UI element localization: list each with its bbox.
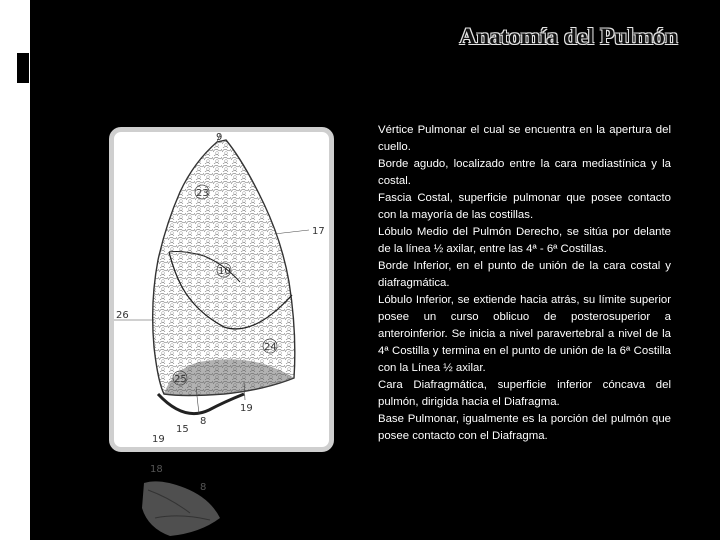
paragraph-lobulo-medio: Lóbulo Medio del Pulmón Derecho, se sitúa por delante de la línea ½ axilar, entre las 4ª - 6ª Costillas. [378,226,671,255]
lung-description-text [378,122,671,445]
left-accent-marker [17,53,29,83]
diaphragm-edge [158,394,244,414]
paragraph-borde-agudo: Borde agudo, localizado entre la cara mediastínica y la costal. [378,158,671,187]
paragraph-vertice: Vértice Pulmonar el cual se encuentra en la apertura del cuello. [378,124,671,153]
lung-illustration [114,132,329,447]
lower-lung-detail [130,458,225,540]
label-8: 8 [200,416,207,427]
slide-title: Anatomía del Pulmón [459,24,678,49]
label-17: 17 [312,226,325,237]
lung-illustration-frame [109,127,334,452]
label-15: 15 [176,424,189,435]
paragraph-fascia-costal: Fascia Costal, superficie pulmonar que posee contacto con la mayoría de las costillas. [378,192,671,221]
paragraph-base-pulmonar: Base Pulmonar, igualmente es la porción del pulmón que posee contacto con el Diafragma. [378,413,671,442]
paragraph-cara-diafragmatica: Cara Diafragmática, superficie inferior cóncava del pulmón, dirigida hacia el Diafragma. [378,379,671,408]
label-23: 23 [196,188,209,199]
label-25: 25 [174,374,187,385]
label-26: 26 [116,310,129,321]
lower-label-18: 18 [150,464,163,475]
label-19-left: 19 [152,434,165,445]
lower-lung-shape [142,481,220,536]
paragraph-borde-inferior: Borde Inferior, en el punto de unión de la cara costal y diafragmática. [378,260,671,289]
label-10: 10 [218,266,231,277]
label-24: 24 [264,342,277,353]
lower-label-8: 8 [200,482,207,493]
label-19-right: 19 [240,403,253,414]
label-9: 9 [216,132,223,143]
paragraph-lobulo-inferior: Lóbulo Inferior, se extiende hacia atrás, su límite superior posee un curso oblicuo de posterosuperior a anteroinferior. Se inicia a nivel paravertebral a nivel de la 4ª Costilla y termina en el punto de unión de la 6ª Costilla con la Línea ½ axilar. [378,294,671,374]
